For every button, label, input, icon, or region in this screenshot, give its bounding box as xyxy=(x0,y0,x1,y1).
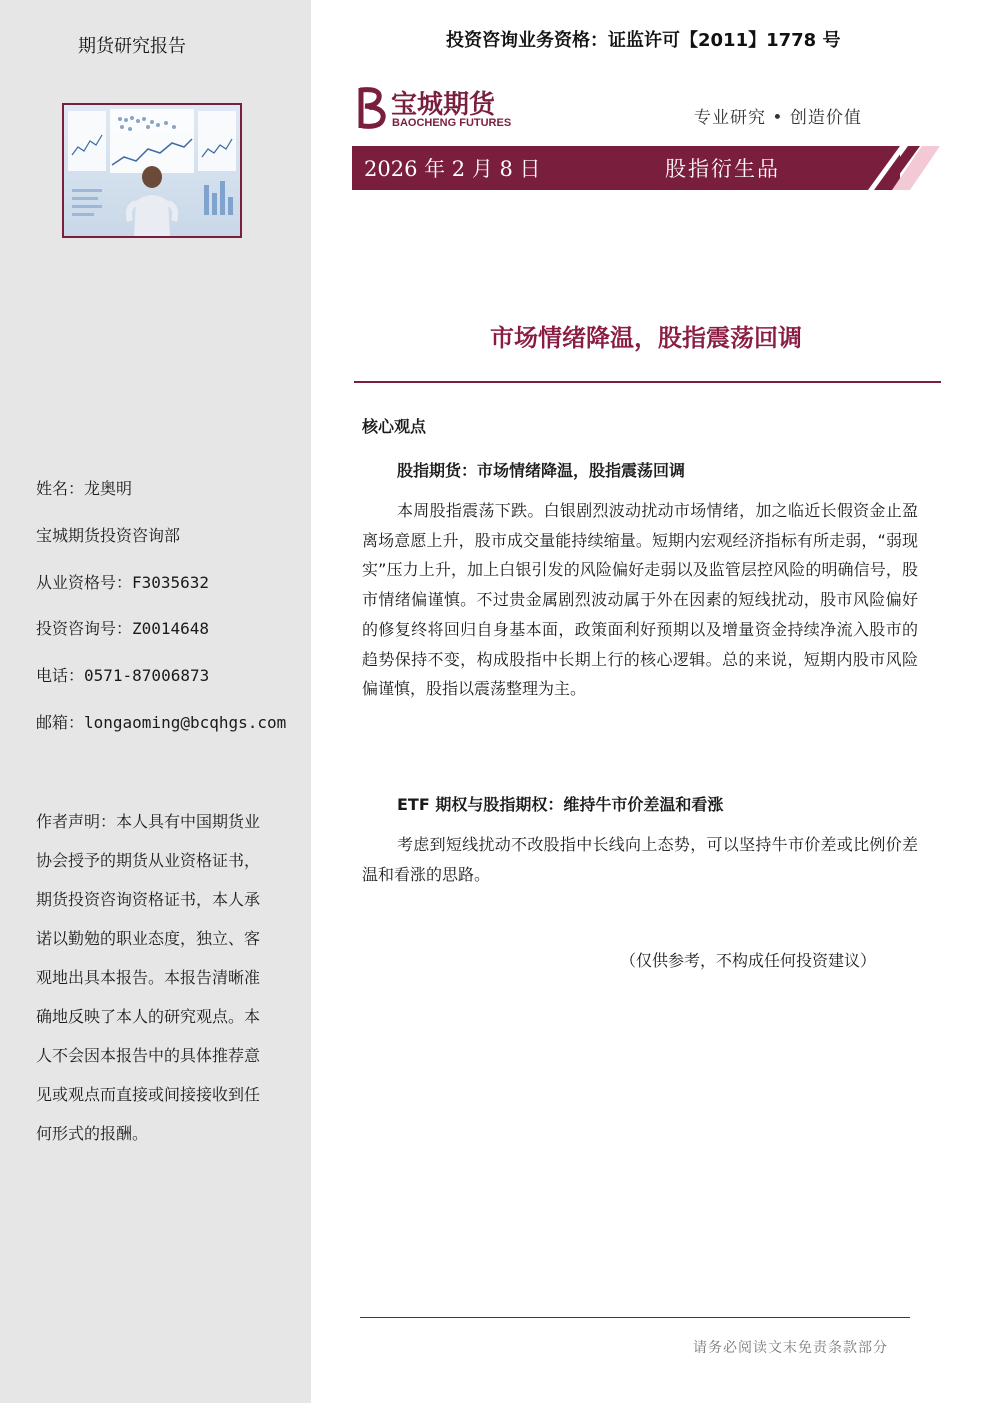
company-slogan: 专业研究 • 创造价值 xyxy=(694,108,862,128)
author-email: 邮箱：longaoming@bcqhgs.com xyxy=(36,713,287,732)
sidebar xyxy=(0,0,311,1403)
report-category: 股指衍生品 xyxy=(665,157,780,181)
author-phone: 电话：0571-87006873 xyxy=(36,666,210,685)
footer-note: 请务必阅读文末免责条款部分 xyxy=(693,1340,888,1356)
analyst-screens-illustration xyxy=(64,105,240,236)
reference-note: （仅供参考，不构成任何投资建议） xyxy=(620,951,877,970)
report-title: 市场情绪降温，股指震荡回调 xyxy=(490,324,802,352)
author-name: 姓名：龙奥明 xyxy=(36,479,133,498)
cover-image xyxy=(62,103,242,238)
futures-heading: 股指期货：市场情绪降温，股指震荡回调 xyxy=(397,461,686,480)
license-statement: 投资咨询业务资格：证监许可【2011】1778 号 xyxy=(446,30,841,51)
logo-text-en: BAOCHENG FUTURES xyxy=(392,117,512,129)
author-consulting-number: 投资咨询号：Z0014648 xyxy=(36,619,210,638)
report-date: 2026 年 2 月 8 日 xyxy=(364,157,541,181)
options-heading: ETF 期权与股指期权：维持牛市价差温和看涨 xyxy=(397,795,724,814)
author-qualification-number: 从业资格号：F3035632 xyxy=(36,573,210,592)
author-department: 宝城期货投资咨询部 xyxy=(36,526,181,545)
options-paragraph: 考虑到短线扰动不改股指中长线向上态势，可以坚持牛市价差或比例价差温和看涨的思路。 xyxy=(362,835,918,884)
futures-paragraph: 本周股指震荡下跌。白银剧烈波动扰动市场情绪，加之临近长假资金止盈离场意愿上升，股市成交量能持续缩量。短期内宏观经济指标有所走弱，“弱现实”压力上升，加上白银引发的风险偏好走弱以及监管层控风险的明确信号，股市情绪偏谨慎。不过贵金属剧烈波动属于外在因素的短线扰动，股市风险偏好的修复终将回归自身基本面，政策面利好预期以及增量资金持续净流入股市的趋势保持不变，构成股指中长期上行的核心逻辑。总的来说，短期内股市风险偏谨慎，股指以震荡整理为主。 xyxy=(362,501,918,699)
section-heading: 核心观点 xyxy=(362,417,427,436)
date-category-banner xyxy=(352,146,940,190)
logo-text-cn: 宝城期货 xyxy=(391,90,496,120)
footer-divider xyxy=(360,1317,910,1318)
logo-mark-icon xyxy=(355,84,389,132)
report-type-label: 期货研究报告 xyxy=(78,36,186,57)
title-divider xyxy=(354,381,941,383)
author-disclaimer: 作者声明：本人具有中国期货业协会授予的期货从业资格证书，期货投资咨询资格证书，本人承诺以勤勉的职业态度，独立、客观地出具本报告。本报告清晰准确地反映了本人的研究观点。本人不会因本报告中的具体推荐意见或观点而直接或间接接收到任何形式的报酬。 xyxy=(36,812,261,1143)
